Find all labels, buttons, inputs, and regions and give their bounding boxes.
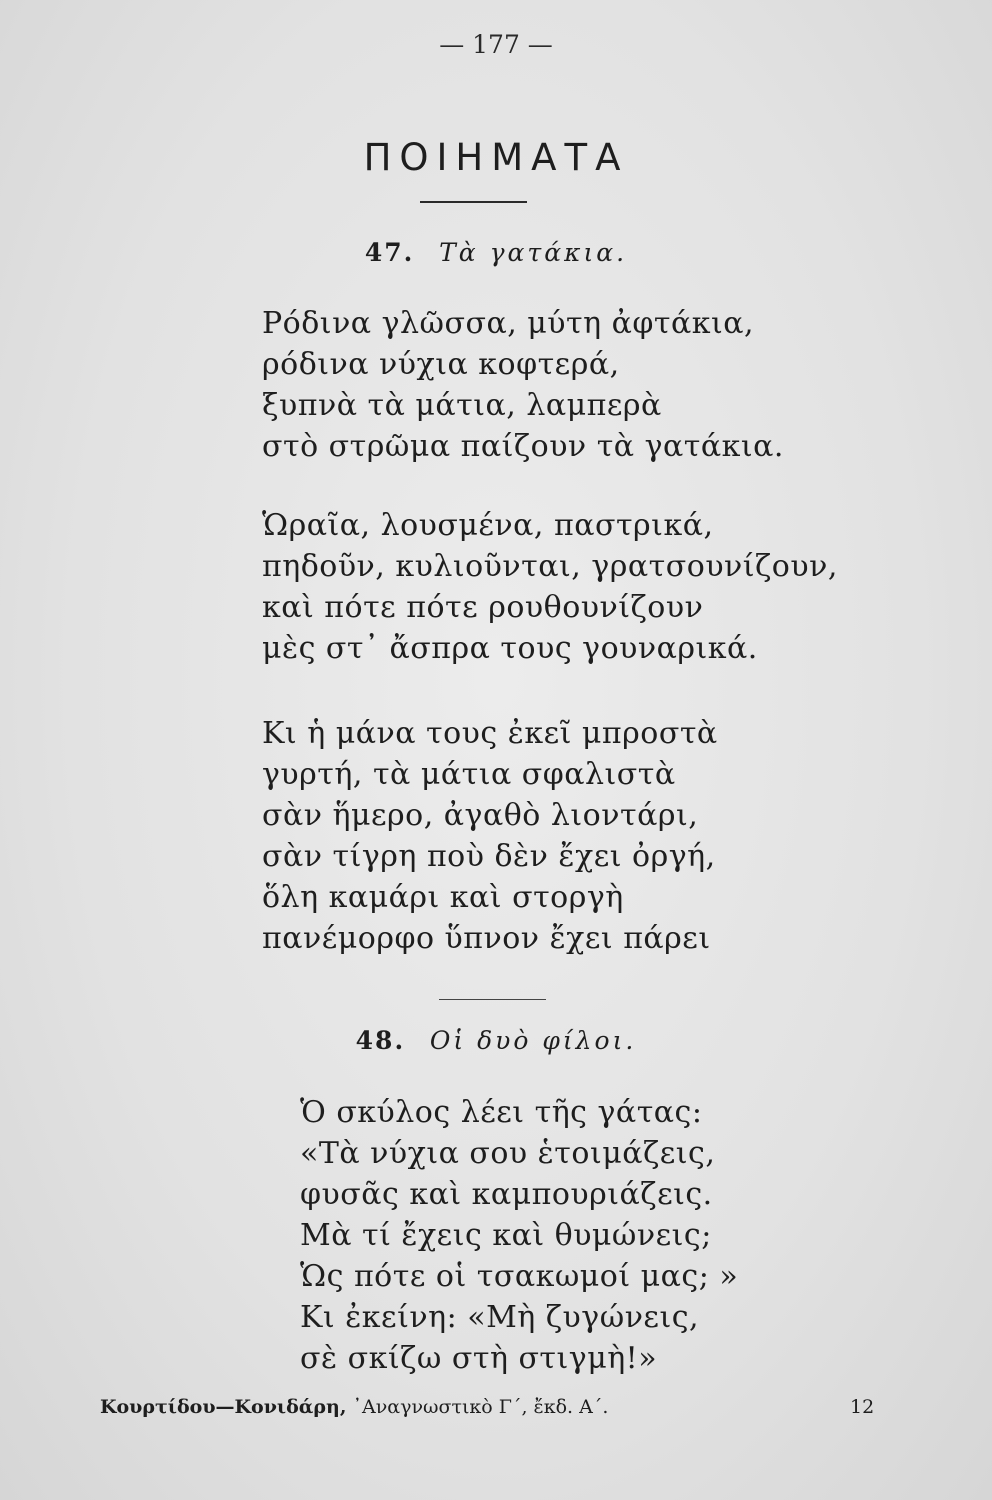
verse-line: ρόδινα νύχια κοφτερά, xyxy=(262,347,620,382)
poem-47-stanza-1 xyxy=(262,303,784,467)
poem-47-stanza-3 xyxy=(262,713,718,959)
verse-line: ὅλη καμάρι καὶ στοργὴ xyxy=(262,880,624,915)
verse-line: γυρτή, τὰ μάτια σφαλιστὰ xyxy=(262,757,676,792)
section-title: ΠΟΙΗΜΑΤΑ xyxy=(363,136,629,179)
verse-line: Μὰ τί ἔχεις καὶ θυμώνεις; xyxy=(300,1218,712,1253)
poem-title-text: Οἱ δυὸ φίλοι. xyxy=(429,1026,637,1055)
poem-title-47 xyxy=(0,238,992,267)
poem-title-text: Τὰ γατάκια. xyxy=(439,238,628,267)
footer-imprint xyxy=(100,1396,608,1418)
verse-line: σὲ σκίζω στὴ στιγμὴ!» xyxy=(300,1341,658,1376)
footer-book: ᾽Αναγνωστικὸ Γ΄, ἔκδ. Α΄. xyxy=(352,1396,609,1418)
poem-48-stanza-1 xyxy=(300,1092,738,1379)
poem-47-stanza-2 xyxy=(262,505,838,669)
verse-line: Ὁ σκύλος λέει τῆς γάτας: xyxy=(300,1095,703,1130)
verse-line: μὲς στ᾽ ἄσπρα τους γουναρικά. xyxy=(262,631,758,666)
verse-line: «Τὰ νύχια σου ἑτοιμάζεις, xyxy=(300,1136,716,1171)
verse-line: Κι ἡ μάνα τους ἐκεῖ μπροστὰ xyxy=(262,716,718,751)
verse-line: Ὡραῖα, λουσμένα, παστρικά, xyxy=(262,508,714,543)
poem-title-48 xyxy=(0,1026,992,1055)
verse-line: πανέμορφο ὕπνον ἔχει πάρει xyxy=(262,921,711,956)
verse-line: καὶ πότε πότε ρουθουνίζουν xyxy=(262,590,704,625)
poem-number: 47. xyxy=(364,238,415,267)
verse-line: Ὡς πότε οἱ τσακωμοί μας; » xyxy=(300,1259,739,1294)
verse-line: φυσᾶς καὶ καμπουριάζεις. xyxy=(300,1177,713,1212)
poem-number: 48. xyxy=(355,1026,406,1055)
verse-line: Ρόδινα γλῶσσα, μύτη ἀφτάκια, xyxy=(262,306,755,341)
verse-line: στὸ στρῶμα παίζουν τὰ γατάκια. xyxy=(262,429,784,464)
verse-line: πηδοῦν, κυλιοῦνται, γρατσουνίζουν, xyxy=(262,549,838,584)
verse-line: σὰν ἥμερο, ἀγαθὸ λιοντάρι, xyxy=(262,798,699,833)
verse-line: Κι ἐκείνη: «Μὴ ζυγώνεις, xyxy=(300,1300,700,1335)
poem-separator xyxy=(439,999,546,1000)
title-rule xyxy=(420,201,527,203)
verse-line: σὰν τίγρη ποὺ δὲν ἔχει ὀργή, xyxy=(262,839,716,874)
footer-authors: Κουρτίδου—Κονιδάρη, xyxy=(100,1396,347,1418)
page-number: — 177 — xyxy=(439,30,553,59)
verse-line: ξυπνὰ τὰ μάτια, λαμπερὰ xyxy=(262,388,662,423)
signature-mark: 12 xyxy=(850,1396,875,1418)
